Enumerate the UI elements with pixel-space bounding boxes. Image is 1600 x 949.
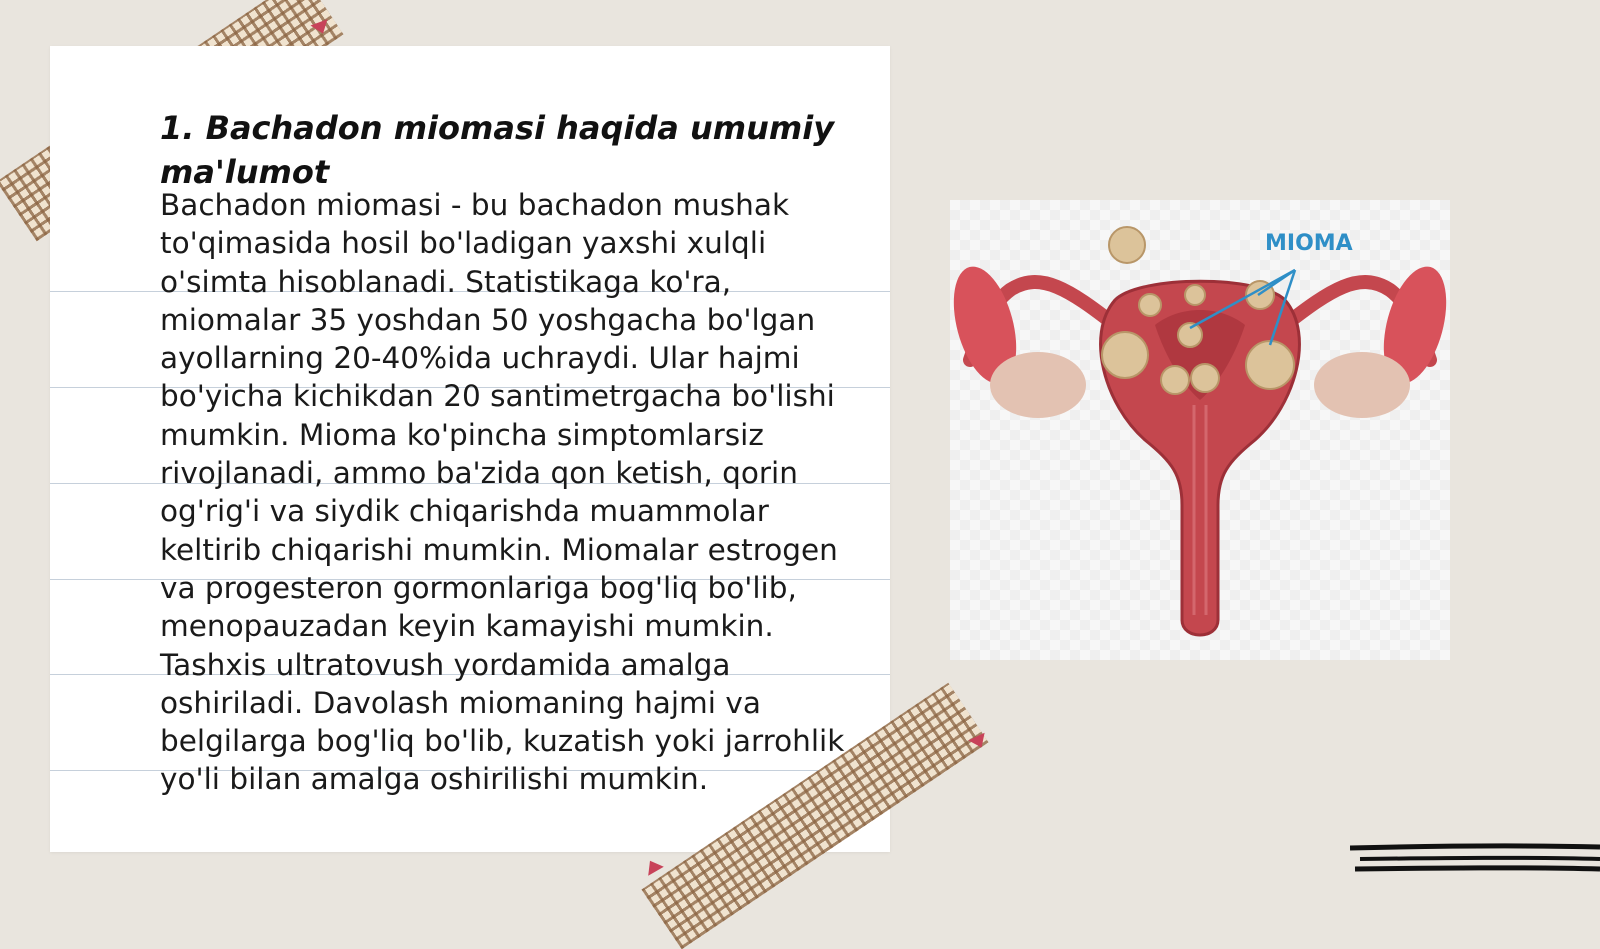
decorative-lines-icon: [1350, 842, 1600, 892]
fallopian-tube-left-icon: [950, 260, 1115, 418]
slide-title: 1. Bachadon miomasi haqida umumiy ma'lumot: [160, 109, 835, 191]
slide-body-text: Bachadon miomasi - bu bachadon mushak to'qimasida hosil bo'ladigan yaxshi xulqli o'simta hisoblanadi. Statistikaga ko'ra, miomalar 35 yoshdan 50 yoshgacha bo'lgan ayollarning 20-40%ida uchraydi. Ular hajmi bo'yicha kichikdan 20 santimetrgacha bo'lishi mumkin. Mioma ko'pincha simptomlarsiz rivojlanadi, ammo ba'zida qon ketish, qorin og'rig'i va siydik chiqarishda muammolar keltirib chiqarishi mumkin. Miomalar estrogen va progesteron gormonlariga bog'liq bo'lib, menopauzadan keyin kamayishi mumkin. Tashxis ultratovush yordamida amalga oshiriladi. Davolash miomaning hajmi va belgilarga bog'liq bo'lib, kuzatish yoki jarrohlik yo'li bilan amalga oshirilishi mumkin.: [160, 188, 845, 797]
pin-icon: [642, 856, 664, 875]
fallopian-tube-right-icon: [1285, 260, 1450, 418]
uterus-fibroid-icon: [950, 200, 1450, 660]
uterus-illustration: [950, 200, 1450, 660]
mioma-label: MIOMA: [1265, 231, 1353, 256]
